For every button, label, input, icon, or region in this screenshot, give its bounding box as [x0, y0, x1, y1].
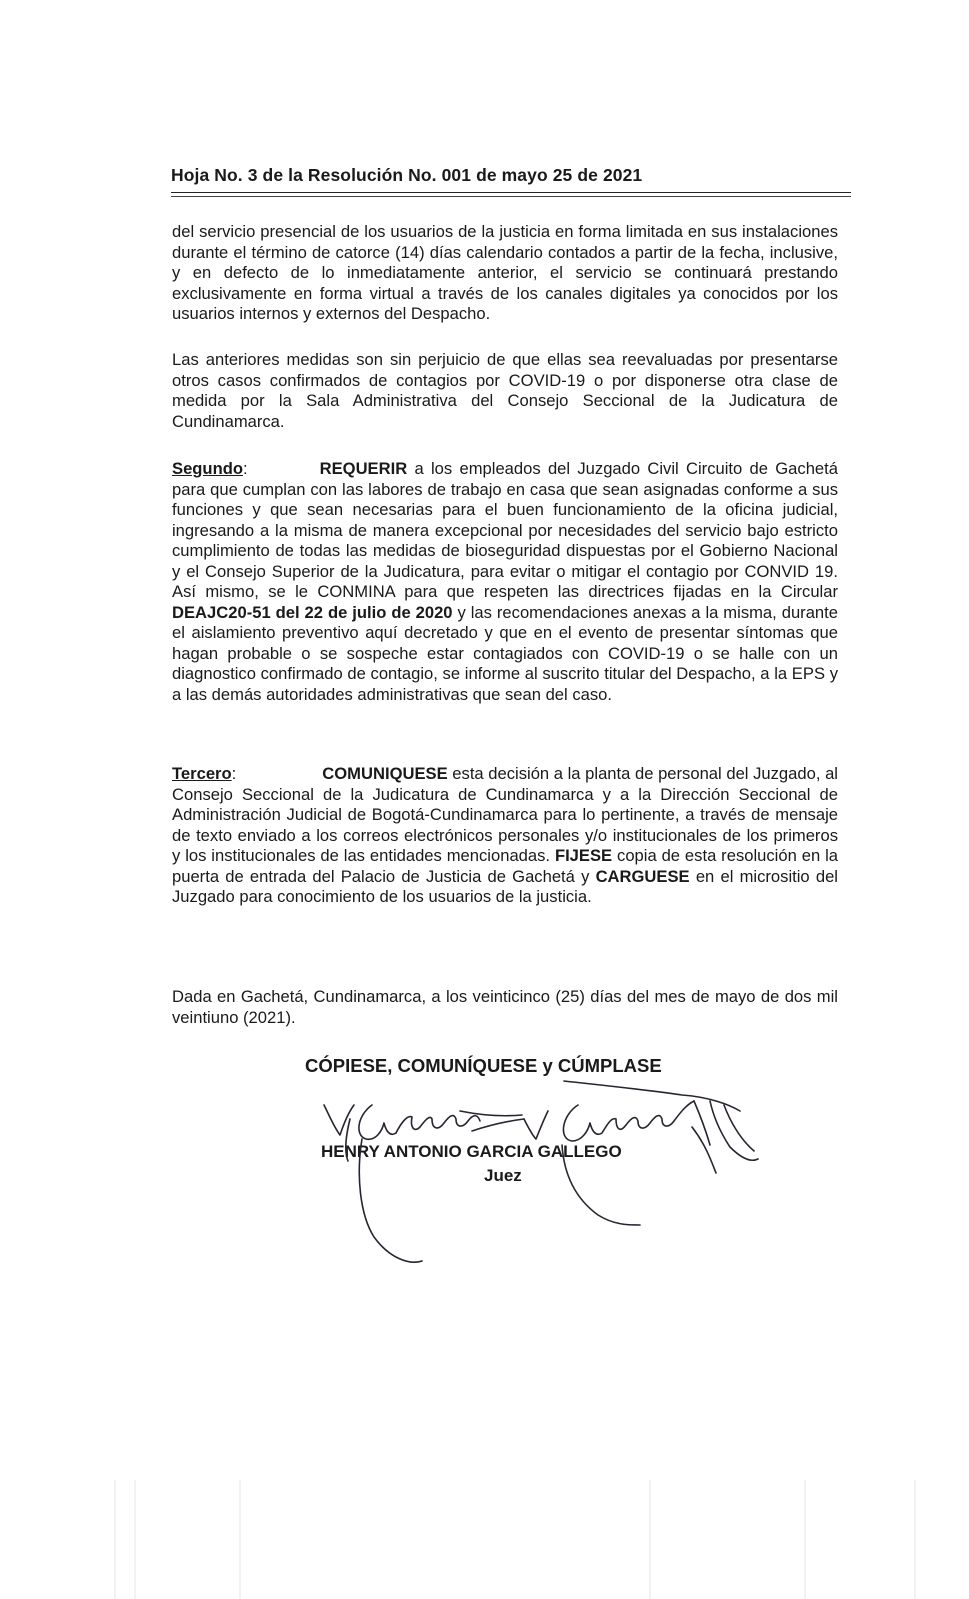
- paragraph-continuation: del servicio presencial de los usuarios de la justicia en forma limitada en sus instalaciones durante el término de catorce (14) días calendario contados a partir de la fecha, inclusive, y en defecto de lo inmediatamente anterior, el servicio se continuará prestando exclusivamente en forma virtual a través de los canales digitales ya conocidos por los usuarios internos y externos del Despacho.: [172, 222, 838, 323]
- circular-reference: DEAJC20-51 del 22 de julio de 2020: [172, 602, 453, 622]
- segundo-verb: REQUERIR: [319, 459, 408, 478]
- carguese-verb: CARGUESE: [595, 866, 690, 886]
- tercero-text-2: copia de esta resolución en la puerta de entrada del Palacio de Justicia de Gachetá y: [172, 846, 838, 886]
- handwritten-signature: [310, 1075, 770, 1275]
- header-rule: [171, 192, 851, 193]
- signer-name: HENRY ANTONIO GARCIA GALLEGO: [321, 1142, 622, 1161]
- tercero-separator: :: [231, 764, 237, 783]
- segundo-separator: :: [242, 459, 248, 478]
- page-title: Hoja No. 3 de la Resolución No. 001 de mayo 25 de 2021: [171, 165, 643, 185]
- header-rule-secondary: [171, 196, 851, 197]
- segundo-label: Segundo: [172, 459, 243, 478]
- segundo-text-1: a los empleados del Juzgado Civil Circuito de Gachetá para que cumplan con las labores de trabajo en casa que sean asignadas conforme a sus funciones y que sean necesarias para el buen funcionamiento de la oficina judicial, ingresando a la misma de manera excepcional por necesidades del servicio bajo estricto cumplimiento de todas las medidas de bioseguridad dispuestas por el Gobierno Nacional y el Consejo Superior de la Judicatura, para evitar o mitigar el contagio por CONVID 19. Así mismo, se le CONMINA para que respeten las directrices fijadas en la Circular: [172, 459, 838, 601]
- tercero-text-1: esta decisión a la planta de personal del Juzgado, al Consejo Seccional de la Judicatura de Cundinamarca y a la Dirección Seccional de Administración Judicial de Bogotá-Cundinamarca para lo pertinente, a través de mensaje de texto enviado a los correos electrónicos personales y/o institucionales de los primeros y los institucionales de las entidades mencionadas.: [172, 764, 838, 865]
- page-header: [171, 165, 851, 186]
- fijese-verb: FIJESE: [554, 846, 613, 865]
- paragraph-tercero: [172, 764, 838, 908]
- paragraph-dada: Dada en Gachetá, Cundinamarca, a los veinticinco (25) días del mes de mayo de dos mil veintiuno (2021).: [172, 987, 838, 1027]
- signer-role: Juez: [484, 1166, 522, 1185]
- paragraph-segundo: [172, 459, 838, 705]
- tercero-text-3: en el micrositio del Juzgado para conocimiento de los usuarios de la justicia.: [172, 866, 838, 906]
- segundo-text-2: y las recomendaciones anexas a la misma, durante el aislamiento preventivo aquí decretado y que en el evento de presentar síntomas que hagan probable o se sospeche estar contagiados con COVID-19 o se halle con un diagnostico confirmado de contagio, se informe al suscrito titular del Despacho, a la EPS y a las demás autoridades administrativas que sean del caso.: [172, 602, 838, 704]
- tercero-label: Tercero: [172, 764, 232, 783]
- tercero-verb: COMUNIQUESE: [322, 764, 448, 783]
- closing-formula: CÓPIESE, COMUNÍQUESE y CÚMPLASE: [305, 1055, 662, 1076]
- paragraph-measures: Las anteriores medidas son sin perjuicio de que ellas sea reevaluadas por presentarse otros casos confirmados de contagios por COVID-19 o por disponerse otra clase de medida por la Sala Administrativa del Consejo Seccional de la Judicatura de Cundinamarca.: [172, 350, 838, 431]
